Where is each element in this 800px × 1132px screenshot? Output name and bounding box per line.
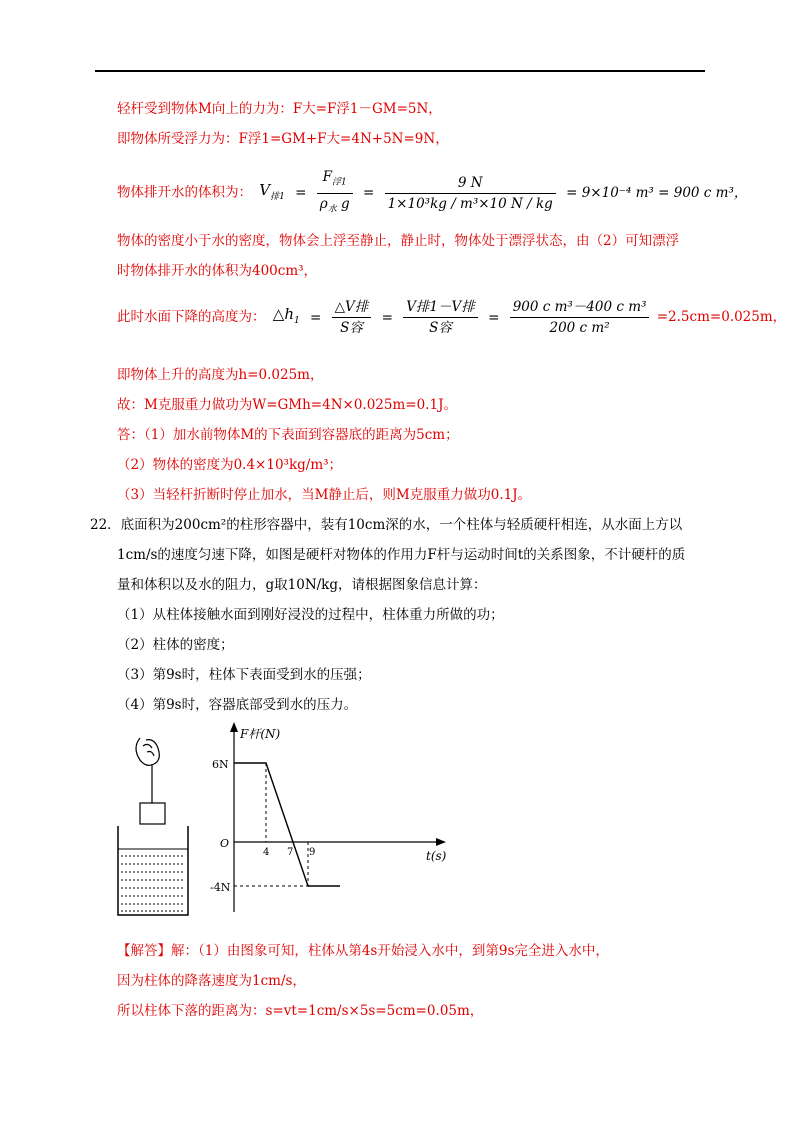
equation-label: 此时水面下降的高度为：	[117, 309, 266, 325]
question-text: 量和体积以及水的阻力，g取10N/kg，请根据图象信息计算：	[117, 577, 487, 593]
text-line: 即物体所受浮力为：F浮1=GM+F大=4N+5N=9N，	[117, 131, 449, 147]
fraction-denominator: S容	[429, 320, 452, 336]
equation-label: 物体排开水的体积为：	[117, 184, 252, 201]
fraction-numerator: 900 c m³－400 c m³	[510, 298, 650, 318]
math-symbol: ρ	[319, 195, 328, 212]
question-text: 22．底面积为200cm²的柱形容器中，装有10cm深的水，一个柱体与轻质硬杆相连，从水面上方以	[90, 517, 683, 533]
equation-result: = 9×10⁻⁴ m³ = 900 c m³，	[566, 185, 748, 202]
math-subscript: 水	[327, 204, 337, 215]
question-text: 1cm/s的速度匀速下降，如图是硬杆对物体的作用力F杆与运动时间t的关系图象，不计硬杆的质	[117, 547, 686, 563]
force-time-line	[234, 763, 340, 886]
cylinder-block	[140, 803, 165, 824]
question-text: （2）柱体的密度；	[117, 637, 234, 653]
equation-height: 此时水面下降的高度为： $\triangle h_1$ = $\frac{\text{△V排}}{\text{S容}}$ = $\frac{\text{V排1－V排}}{\text{S容}}$ = $\frac{\text{900 c m³－400 c m³}}{\text{200 c m²}}$ =2.5cm=0.025m，	[117, 299, 787, 336]
water	[121, 856, 185, 911]
math-subscript: 排1	[270, 191, 285, 202]
hand-icon	[136, 738, 159, 765]
y-tick-label: -4N	[210, 881, 231, 894]
text-line: 答：（1）加水前物体M的下表面到容器底的距离为5cm；	[117, 427, 459, 443]
answer-text: 所以柱体下落的距离为：s=vt=1cm/s×5s=5cm=0.05m，	[117, 1003, 484, 1019]
container	[118, 826, 188, 915]
x-tick-label: 4	[263, 847, 270, 858]
equation-volume: 物体排开水的体积为： $V_{排1}$ = $\frac{F_{浮1}}{\rho_水 g}$ = $\frac{9 N}{\text{1×10³kg / m³×10 N / kg}}$ = 9×10⁻⁴ m³ = 900 c m³，	[117, 169, 748, 215]
graph-ylabel: F杆(N)	[240, 727, 281, 741]
text-line: 轻杆受到物体M向上的力为：F大=F浮1－GM=5N，	[117, 101, 442, 117]
math-subscript: 浮1	[332, 177, 347, 188]
x-axis-arrow	[436, 838, 446, 846]
text-line: （2）物体的密度为0.4×10³kg/m³；	[117, 457, 343, 473]
fraction-denominator: S容	[340, 320, 363, 336]
text-line: 物体的密度小于水的密度，物体会上浮至静止，静止时，物体处于漂浮状态，由（2）可知漂浮	[117, 233, 680, 249]
text-line: 即物体上升的高度为h=0.025m，	[117, 367, 324, 383]
equation-result: =2.5cm=0.025m，	[656, 309, 787, 325]
answer-text: 【解答】解：（1）由图象可知，柱体从第4s开始浸入水中，到第9s完全进入水中，	[117, 943, 609, 959]
math-subscript: 1	[294, 316, 300, 326]
text-line: （3）当轻杆折断时停止加水，当M静止后，则M克服重力做功0.1J。	[117, 487, 532, 503]
math-symbol: F	[322, 169, 333, 185]
fraction-numerator: V排1－V排	[403, 298, 478, 318]
math-symbol: △h	[272, 305, 294, 323]
question-text: （4）第9s时，容器底部受到水的压力。	[117, 697, 358, 713]
graph-xlabel: t(s)	[426, 849, 447, 863]
fraction-numerator: △V排	[332, 298, 372, 318]
math-symbol: g	[341, 195, 350, 212]
math-symbol: V	[259, 180, 271, 199]
graph-origin: O	[220, 837, 230, 850]
question-text: （3）第9s时，柱体下表面受到水的压强；	[117, 667, 371, 683]
y-axis-arrow	[230, 722, 238, 732]
fraction-denominator: 200 c m²	[549, 320, 610, 336]
fraction-numerator: 9 N	[385, 174, 556, 194]
fraction-denominator: 1×10³kg / m³×10 N / kg	[387, 195, 553, 212]
text-line: 故：M克服重力做功为W=GMh=4N×0.025m=0.1J。	[117, 397, 457, 413]
y-tick-label: 6N	[212, 758, 229, 771]
x-tick-label: 7	[287, 847, 294, 858]
question-text: （1）从柱体接触水面到刚好浸没的过程中，柱体重力所做的功；	[117, 607, 504, 623]
answer-text: 因为柱体的降落速度为1cm/s，	[117, 973, 306, 989]
x-tick-label: 9	[309, 847, 316, 858]
text-line: 时物体排开水的体积为400cm³，	[117, 263, 318, 279]
